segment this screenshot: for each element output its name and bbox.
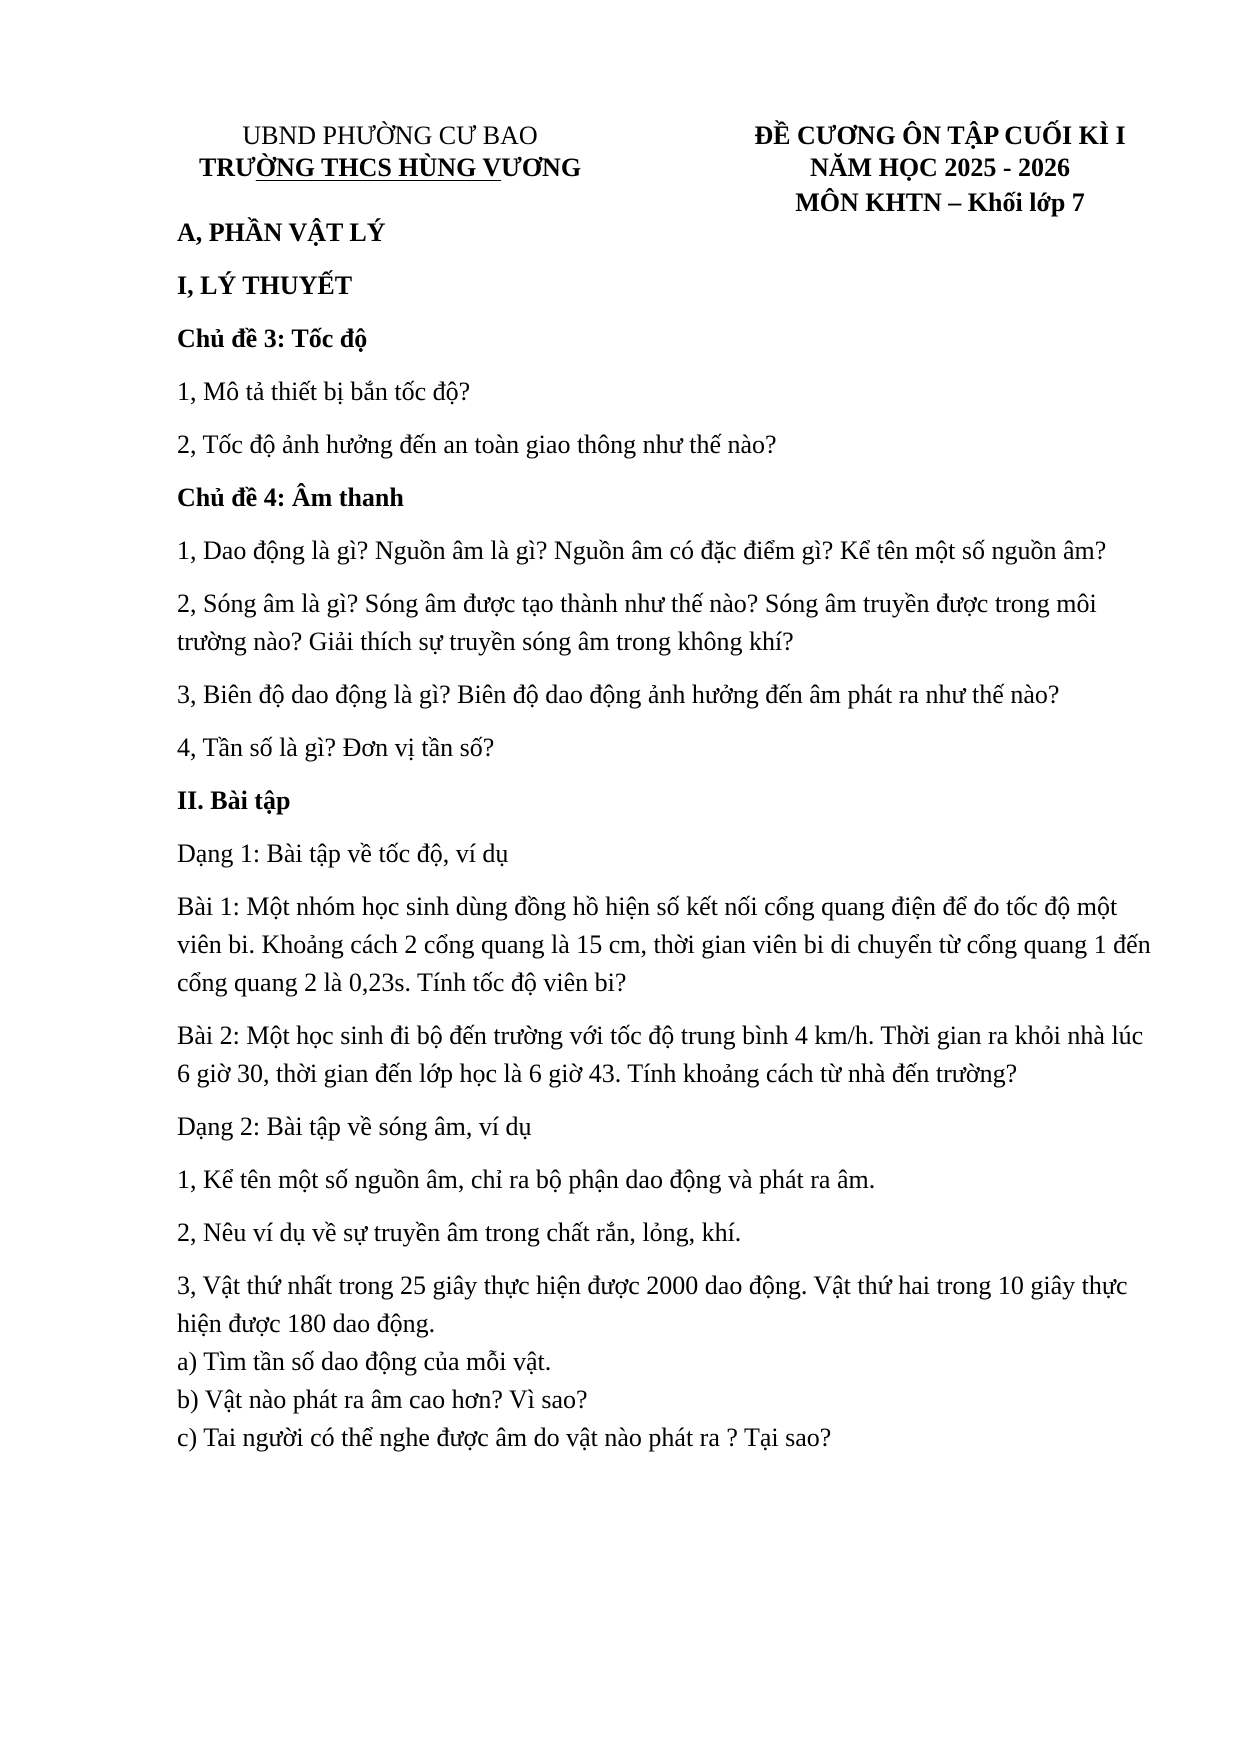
subject-grade: MÔN KHTN – Khối lớp 7 [795,188,1085,217]
authority-name: UBND PHƯỜNG CƯ BAO [242,121,538,150]
type-1-exercise-1: Bài 1: Một nhóm học sinh dùng đồng hồ hiện số kết nối cổng quang điện để đo tốc độ một viên bi. Khoảng cách 2 cổng quang là 15 cm, thời gian viên bi di chuyển từ cổng quang 1 đến cổng quang 2 là 0,23s. Tính tốc độ viên bi? [177,892,1151,997]
school-name-part-2: ỜNG THCS HÙNG V [255,153,502,182]
type-2-heading: Dạng 2: Bài tập về sóng âm, ví dụ [177,1112,532,1141]
school-name-part-1: TRƯ [198,153,256,182]
type-2-question-3: 3, Vật thứ nhất trong 25 giây thực hiện được 2000 dao động. Vật thứ hai trong 10 giây thực hiện được 180 dao động. [177,1271,1128,1338]
topic-4-question-3: 3, Biên độ dao động là gì? Biên độ dao động ảnh hưởng đến âm phát ra như thế nào? [177,680,1060,709]
school-name [160,152,620,184]
type-2-question-2: 2, Nêu ví dụ về sự truyền âm trong chất rắn, lỏng, khí. [177,1218,742,1247]
type-2-question-3b: b) Vật nào phát ra âm cao hơn? Vì sao? [177,1385,588,1414]
topic-3-question-2: 2, Tốc độ ảnh hưởng đến an toàn giao thông như thế nào? [177,430,777,459]
section-a-heading: A, PHẦN VẬT LÝ [177,218,386,247]
theory-heading: I, LÝ THUYẾT [177,271,353,300]
type-2-question-1: 1, Kể tên một số nguồn âm, chỉ ra bộ phận dao động và phát ra âm. [177,1165,876,1194]
school-name-part-3: ƯƠNG [501,153,582,182]
type-1-heading: Dạng 1: Bài tập về tốc độ, ví dụ [177,839,509,868]
topic-3-heading: Chủ đề 3: Tốc độ [177,324,368,353]
document-body [177,214,1152,1457]
topic-4-heading: Chủ đề 4: Âm thanh [177,483,404,512]
document-title: ĐỀ CƯƠNG ÔN TẬP CUỐI KÌ I [754,121,1126,150]
type-2-question-3a: a) Tìm tần số dao động của mỗi vật. [177,1347,552,1376]
topic-4-question-2: 2, Sóng âm là gì? Sóng âm được tạo thành như thế nào? Sóng âm truyền được trong môi trường nào? Giải thích sự truyền sóng âm trong không khí? [177,589,1097,656]
school-year: NĂM HỌC 2025 - 2026 [810,153,1070,182]
type-1-exercise-2: Bài 2: Một học sinh đi bộ đến trường với tốc độ trung bình 4 km/h. Thời gian ra khỏi nhà lúc 6 giờ 30, thời gian đến lớp học là 6 giờ 43. Tính khoảng cách từ nhà đến trường? [177,1021,1144,1088]
topic-4-question-4: 4, Tần số là gì? Đơn vị tần số? [177,733,495,762]
type-2-question-3c: c) Tai người có thể nghe được âm do vật nào phát ra ? Tại sao? [177,1423,832,1452]
topic-3-question-1: 1, Mô tả thiết bị bắn tốc độ? [177,377,471,406]
topic-4-question-1: 1, Dao động là gì? Nguồn âm là gì? Nguồn âm có đặc điểm gì? Kể tên một số nguồn âm? [177,536,1107,565]
exercises-heading: II. Bài tập [177,786,291,815]
